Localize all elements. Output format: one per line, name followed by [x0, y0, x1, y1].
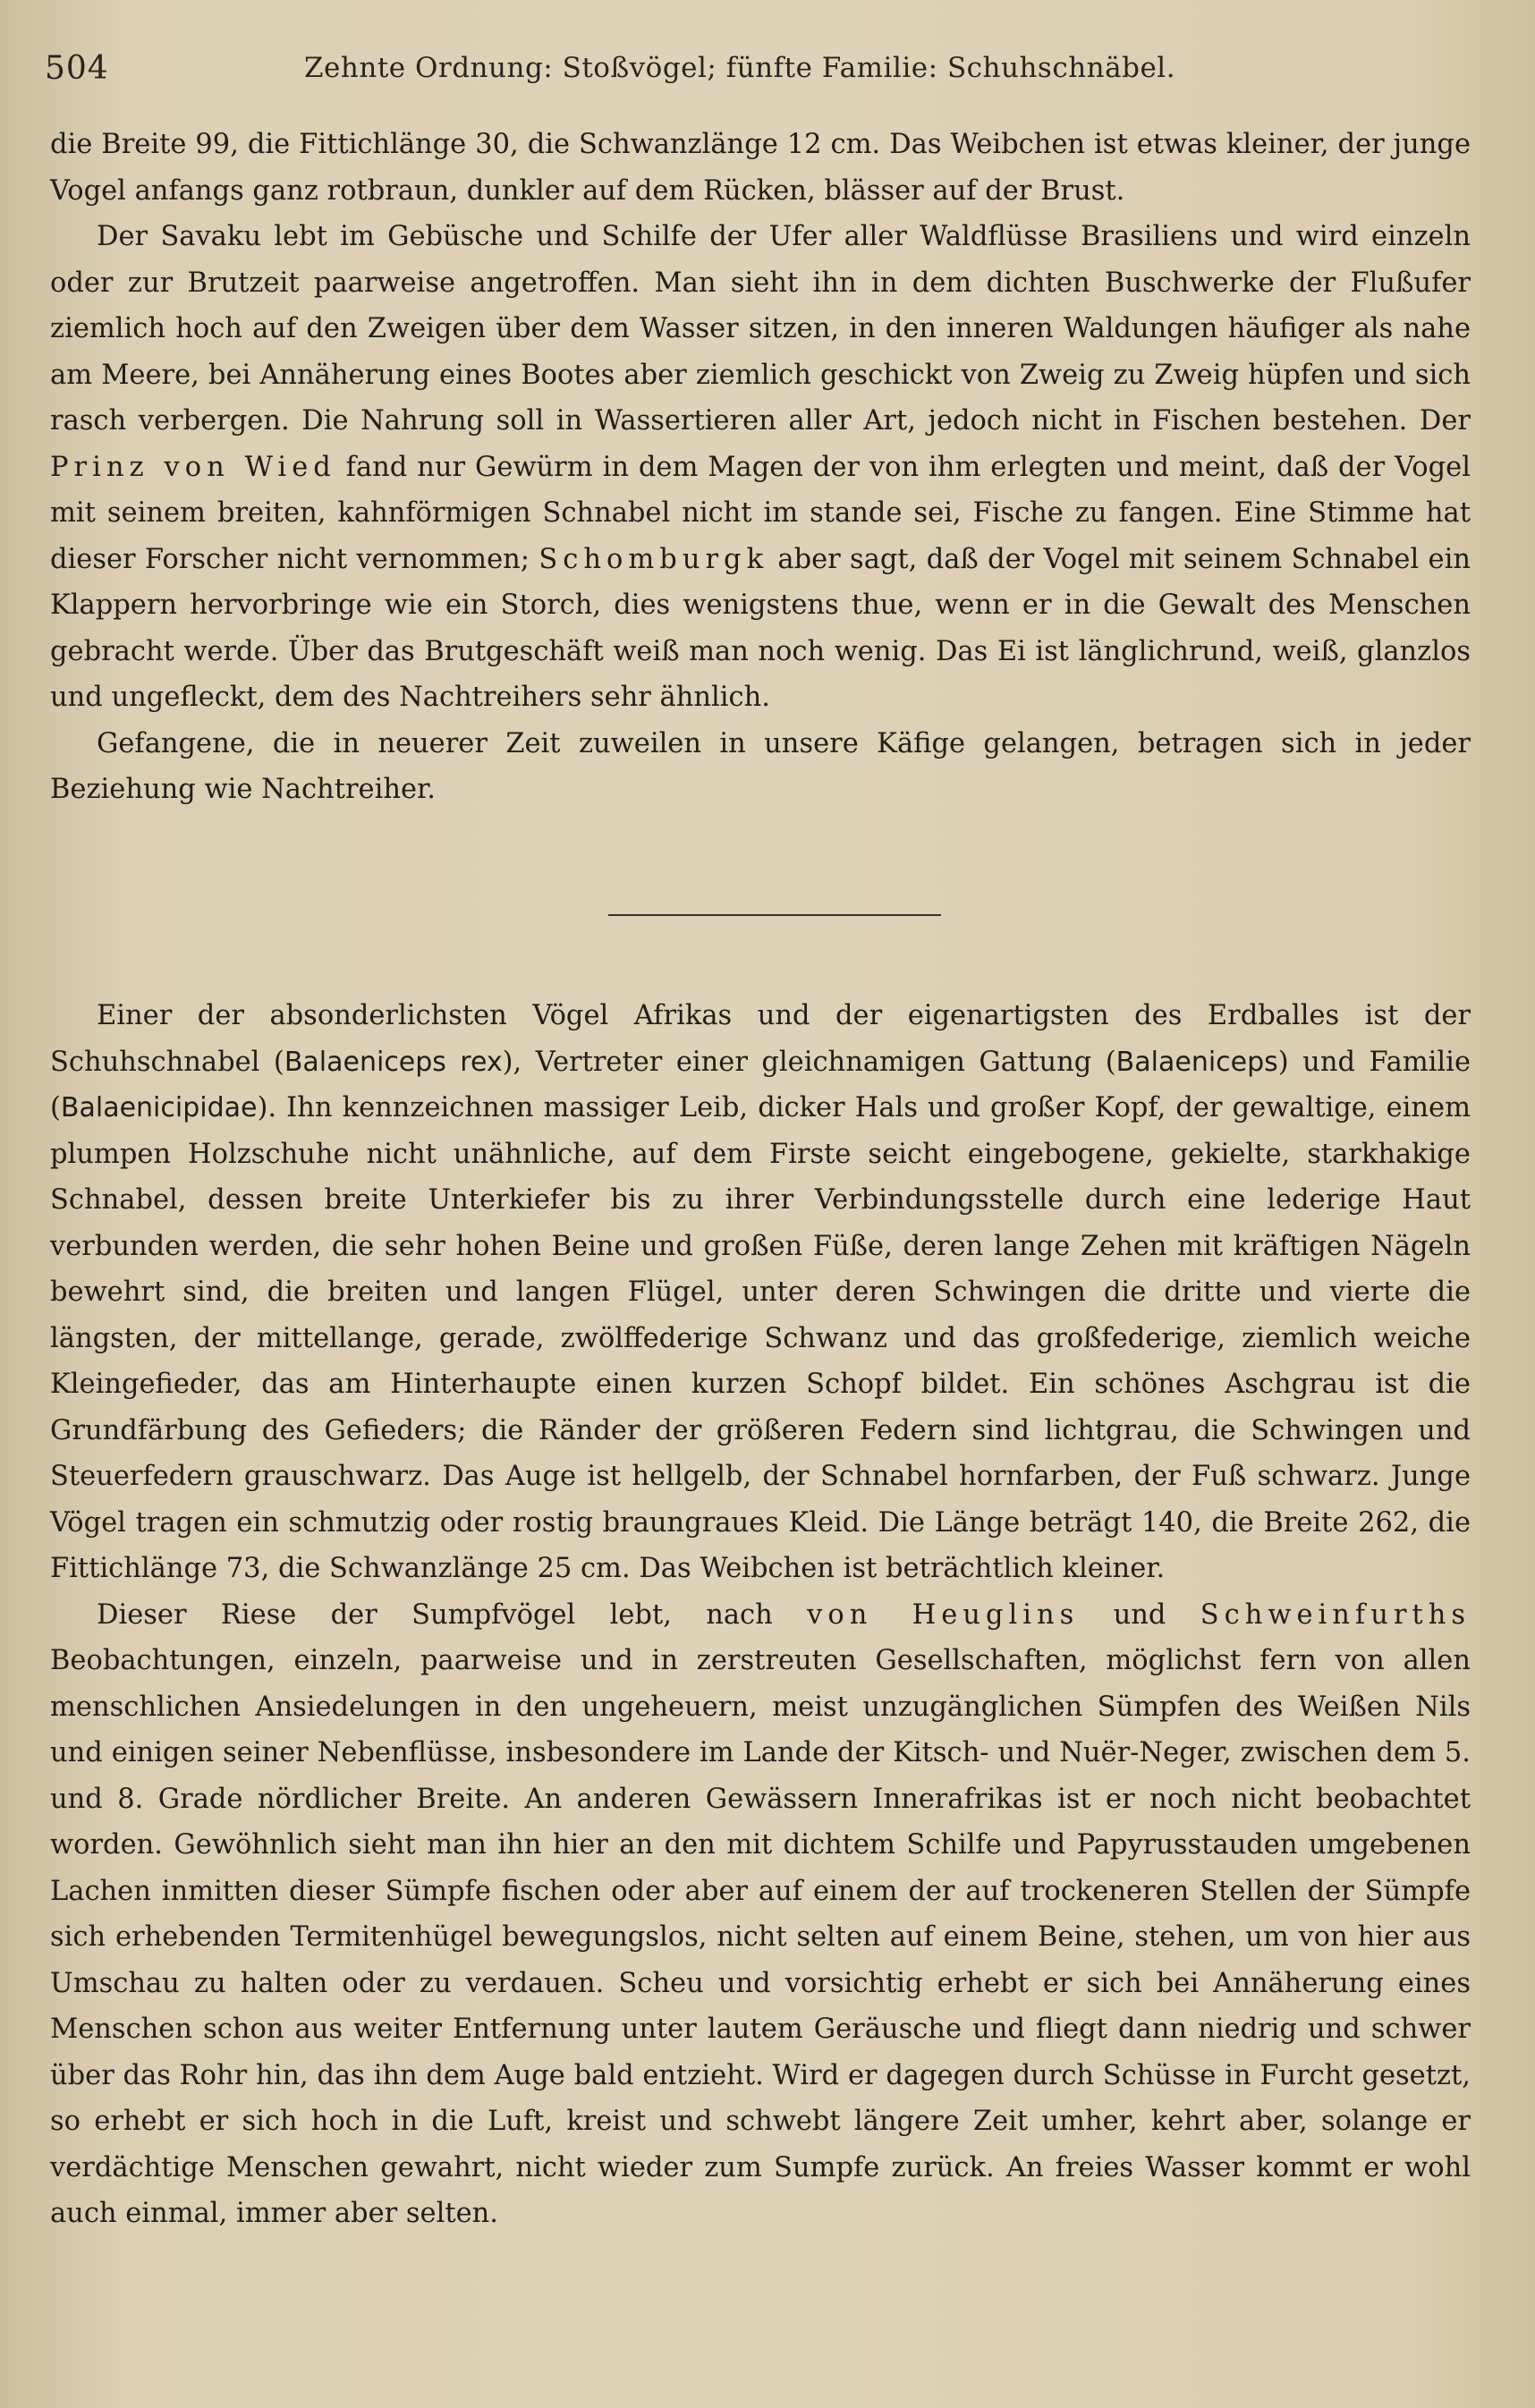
paragraph-text: ) und Familie (: [50, 1046, 1471, 1123]
latin-name: Balaenicipidae: [60, 1092, 258, 1123]
paragraph-text: ). Ihn kennzeichnen massiger Leib, dicker Hals und großer Kopf, der gewaltige, einem plumpen Holzschuhe nicht unähnliche, auf dem Firste seicht eingebogene, gekielte, starkhakige Schnabel, dessen breite Unterkiefer bis zu ihrer Verbindungsstelle durch eine lederige Haut verbunden werden, die sehr hohen Beine und großen Füße, deren lange Zehen mit kräftigen Nägeln bewehrt sind, die breiten und langen Flügel, unter deren Schwingen die dritte und vierte die längsten, der mittellange, gerade, zwölffederige Schwanz und das großfederige, ziemlich weiche Kleingefieder, das am Hinterhaupte einen kurzen Schopf bildet. Ein schönes Aschgrau ist die Grundfärbung des Gefieders; die Ränder der größeren Federn sind lichtgrau, die Schwingen und Steuerfedern grauschwarz. Das Auge ist hellgelb, der Schnabel hornfarben, der Fuß schwarz. Junge Vögel tragen ein schmutzig oder rostig braungraues Kleid. Die Länge beträgt 140, die Breite 262, die Fittichlänge 73, die Schwanzlänge 25 cm. Das Weibchen ist beträchtlich kleiner.: [50, 1092, 1471, 1584]
latin-name: Balaeniceps: [1115, 1046, 1278, 1078]
paragraph-text: aber sagt, daß der Vogel mit seinem Schnabel ein Klappern hervorbringe wie ein Storch, dies wenigstens thue, wenn er in die Gewalt des Menschen gebracht werde. Über das Brutgeschäft weiß man noch wenig. Das Ei ist länglichrund, weiß, glanzlos und ungefleckt, dem des Nachtreihers sehr ähnlich.: [50, 543, 1471, 713]
author-name: Prinz von Wied: [50, 451, 336, 483]
paragraph-text: Beobachtungen, einzeln, paarweise und in zerstreuten Gesellschaften, möglichst fern von allen menschlichen Ansiedelungen in den ungeheuern, meist unzugänglichen Sümpfen des Weißen Nils und einigen seiner Nebenflüsse, insbesondere im Lande der Kitsch- und Nuër-Neger, zwischen dem 5. und 8. Grade nördlicher Breite. An anderen Gewässern Innerafrikas ist er noch nicht beobachtet worden. Gewöhnlich sieht man ihn hier an den mit dichtem Schilfe und Papyrusstauden umgebenen Lachen inmitten dieser Sümpfe fischen oder aber auf einem der auf trockeneren Stellen der Sümpfe sich erhebenden Termitenhügel bewegungslos, nicht selten auf einem Beine, stehen, um von hier aus Umschau zu halten oder zu verdauen. Scheu und vorsichtig erhebt er sich bei Annäherung eines Menschen schon aus weiter Entfernung unter lautem Geräusche und fliegt dann niedrig und schwer über das Rohr hin, das ihn dem Auge bald entzieht. Wird er dagegen durch Schüsse in Furcht gesetzt, so erhebt er sich hoch in die Luft, kreist und schwebt längere Zeit umher, kehrt aber, solange er verdächtige Menschen gewahrt, nicht wieder zum Sumpfe zurück. An freies Wasser kommt er wohl auch einmal, immer aber selten.: [50, 1645, 1471, 2229]
section-divider: [608, 914, 941, 916]
author-name: Schweinfurths: [1200, 1598, 1471, 1631]
section-savaku: [50, 122, 1471, 813]
paragraph-text: Einer der absonderlichsten Vögel Afrikas und der eigenartigsten des Erdballes ist der Schuhschnabel (: [50, 1000, 1471, 1078]
paragraph: Gefangene, die in neuerer Zeit zuweilen in unsere Käfige gelangen, betragen sich in jeder Beziehung wie Nachtreiher.: [50, 727, 1471, 805]
author-name: Schomburgk: [539, 543, 769, 575]
paragraph: die Breite 99, die Fittichlänge 30, die Schwanzlänge 12 cm. Das Weibchen ist etwas kleiner, der junge Vogel anfangs ganz rotbraun, dunkler auf dem Rücken, blässer auf der Brust.: [50, 129, 1471, 207]
running-head: Zehnte Ordnung: Stoßvögel; fünfte Familie: Schuhschnäbel.: [304, 52, 1176, 84]
page-number: 504: [45, 50, 109, 87]
latin-name: Balaeniceps rex: [284, 1046, 503, 1078]
paragraph-text: und: [1079, 1598, 1200, 1631]
paragraph-text: fand nur Gewürm in dem Magen der von ihm erlegten und meint, daß der Vogel mit seinem breiten, kahnförmigen Schnabel nicht im stande sei, Fische zu fangen. Eine Stimme hat dieser Forscher nicht vernommen;: [50, 451, 1471, 575]
paragraph-text: Der Savaku lebt im Gebüsche und Schilfe der Ufer aller Waldflüsse Brasiliens und wird einzeln oder zur Brutzeit paarweise angetroffen. Man sieht ihn in dem dichten Buschwerke der Flußufer ziemlich hoch auf den Zweigen über dem Wasser sitzen, in den inneren Waldungen häufiger als nahe am Meere, bei Annäherung eines Bootes aber ziemlich geschickt von Zweig zu Zweig hüpfen und sich rasch verbergen. Die Nahrung soll in Wassertieren aller Art, jedoch nicht in Fischen bestehen. Der: [50, 221, 1471, 437]
paragraph-text: ), Vertreter einer gleichnamigen Gattung (: [502, 1046, 1116, 1078]
page-header: [45, 43, 1476, 97]
author-name: von Heuglins: [807, 1598, 1080, 1631]
section-schuhschnabel: [50, 993, 1471, 2237]
paragraph: [50, 1592, 1471, 2237]
paragraph: [50, 214, 1471, 721]
paragraph: [50, 993, 1471, 1592]
paragraph-text: Dieser Riese der Sumpfvögel lebt, nach: [97, 1598, 808, 1631]
